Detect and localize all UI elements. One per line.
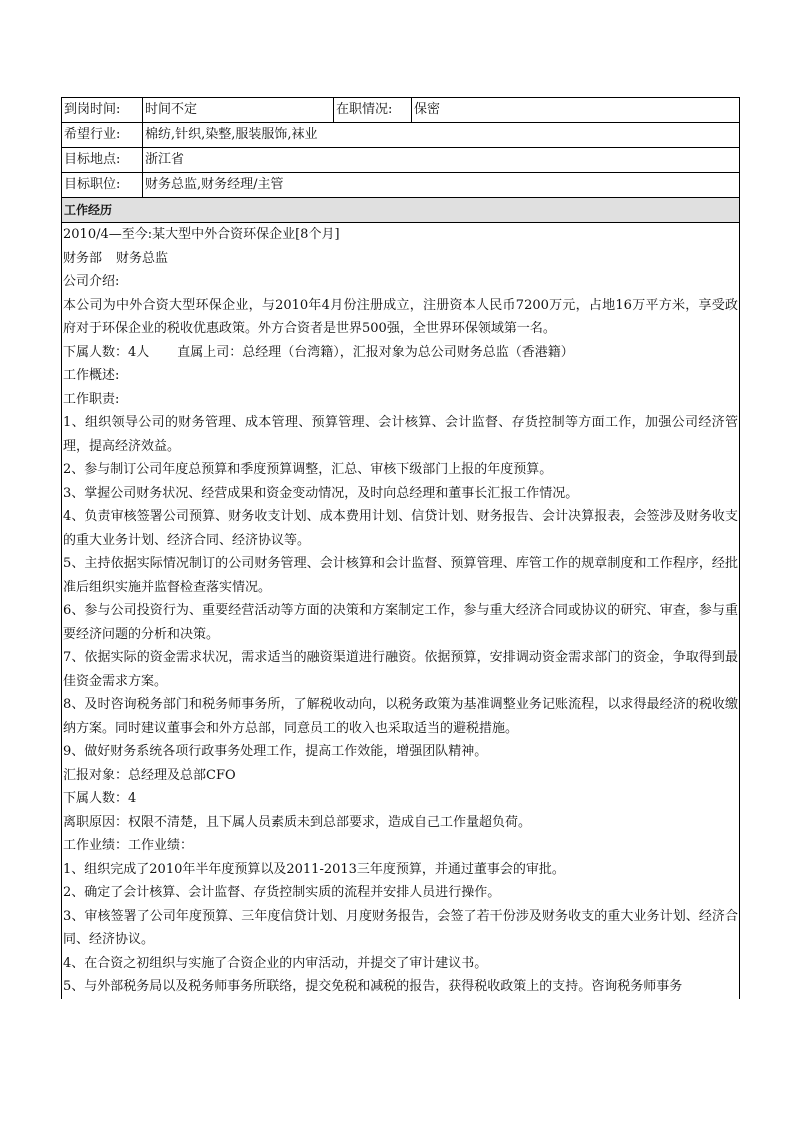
work-dept: 财务部 [63, 250, 103, 266]
duty-item: 9、做好财务系统各项行政事务处理工作，提高工作效能，增强团队精神。 [63, 744, 488, 759]
duty-item: 4、负责审核签署公司预算、财务收支计划、成本费用计划、信贷计划、财务报告、会计决算报表，会签涉及财务收支的重大业务计划、经济合同、经济协议等。 [63, 509, 738, 548]
duty-item: 6、参与公司投资行为、重要经营活动等方面的决策和方案制定工作，参与重大经济合同或协议的研究、审查，参与重要经济问题的分析和决策。 [63, 603, 738, 642]
subordinates-line-b: 直属上司：总经理（台湾籍），汇报对象为总公司财务总监（香港籍） [177, 344, 574, 360]
info-row-industry [62, 123, 739, 148]
leave-reason: 离职原因：权限不清楚，且下属人员素质未到总部要求，造成自己工作量超负荷。 [63, 814, 532, 830]
work-experience-heading: 工作经历 [62, 198, 739, 223]
info-row-location [62, 148, 739, 173]
info-row-arrival [62, 98, 739, 123]
duty-item: 7、依据实际的资金需求状况，需求适当的融资渠道进行融资。依据预算，安排调动资金需求部门的资金，争取得到最佳资金需求方案。 [63, 650, 738, 689]
location-value: 浙江省 [145, 152, 185, 167]
company-intro-label: 公司介绍: [63, 274, 120, 289]
work-period: 2010/4—至今:某大型中外合资环保企业[8个月] [63, 227, 340, 242]
work-title: 财务总监 [116, 250, 169, 266]
report-to: 汇报对象：总经理及总部CFO [63, 767, 236, 783]
arrival-value: 时间不定 [143, 98, 334, 122]
achievement-item: 1、组织完成了2010年半年度预算以及2011-2013三年度预算，并通过董事会的审批。 [63, 861, 565, 877]
info-row-position [62, 173, 739, 198]
achievement-item: 2、确定了会计核算、会计监督、存货控制实质的流程并安排人员进行操作。 [63, 885, 501, 900]
position-label: 目标职位: [62, 173, 143, 197]
status-label: 在职情况: [334, 98, 412, 122]
achievements-label: 工作业绩：工作业绩： [63, 838, 194, 853]
subordinates-count: 下属人数：4 [63, 791, 137, 806]
duty-item: 1、组织领导公司的财务管理、成本管理、预算管理、会计核算、会计监督、存货控制等方面工作，加强公司经济管理，提高经济效益。 [63, 415, 738, 454]
location-label: 目标地点: [62, 148, 143, 172]
work-dept-title [63, 247, 738, 271]
subordinates-supervisor [63, 341, 738, 365]
position-value: 财务总监,财务经理/主管 [145, 177, 284, 192]
achievement-item: 5、与外部税务局以及税务师事务所联络，提交免税和减税的报告，获得税收政策上的支持。咨询税务师事务 [63, 979, 683, 994]
achievement-item: 4、在合资之初组织与实施了合资企业的内审活动，并提交了审计建议书。 [63, 955, 488, 971]
subordinates-line-a: 下属人数：4人 [63, 344, 150, 360]
status-value: 保密 [414, 102, 441, 117]
overview-label: 工作概述: [63, 368, 120, 383]
industry-value: 棉纺,针织,染整,服装服饰,袜业 [145, 127, 318, 142]
duties-label: 工作职责: [63, 391, 120, 407]
duty-item: 2、参与制订公司年度总预算和季度预算调整，汇总、审核下级部门上报的年度预算。 [63, 462, 553, 477]
industry-label: 希望行业: [62, 123, 143, 147]
achievement-item: 3、审核签署了公司年度预算、三年度信贷计划、月度财务报告，会签了若干份涉及财务收支的重大业务计划、经济合同、经济协议。 [63, 908, 738, 947]
work-experience-body [62, 223, 739, 999]
duty-item: 5、主持依据实际情况制订的公司财务管理、会计核算和会计监督、预算管理、库管工作的规章制度和工作程序，经批准后组织实施并监督检查落实情况。 [63, 556, 738, 595]
duty-item: 3、掌握公司财务状况、经营成果和资金变动情况，及时向总经理和董事长汇报工作情况。 [63, 485, 579, 501]
company-intro-text: 本公司为中外合资大型环保企业，与2010年4月份注册成立，注册资本人民币7200万元，占地16万平方米，享受政府对于环保企业的税收优惠政策。外方合资者是世界500强，全世界环保领域第一名。 [63, 297, 738, 336]
resume-document [61, 97, 740, 999]
arrival-label: 到岗时间: [62, 98, 143, 122]
duty-item: 8、及时咨询税务部门和税务师事务所，了解税收动向，以税务政策为基准调整业务记账流程，以求得最经济的税收缴纳方案。同时建议董事会和外方总部，同意员工的收入也采取适当的避税措施。 [63, 697, 738, 736]
